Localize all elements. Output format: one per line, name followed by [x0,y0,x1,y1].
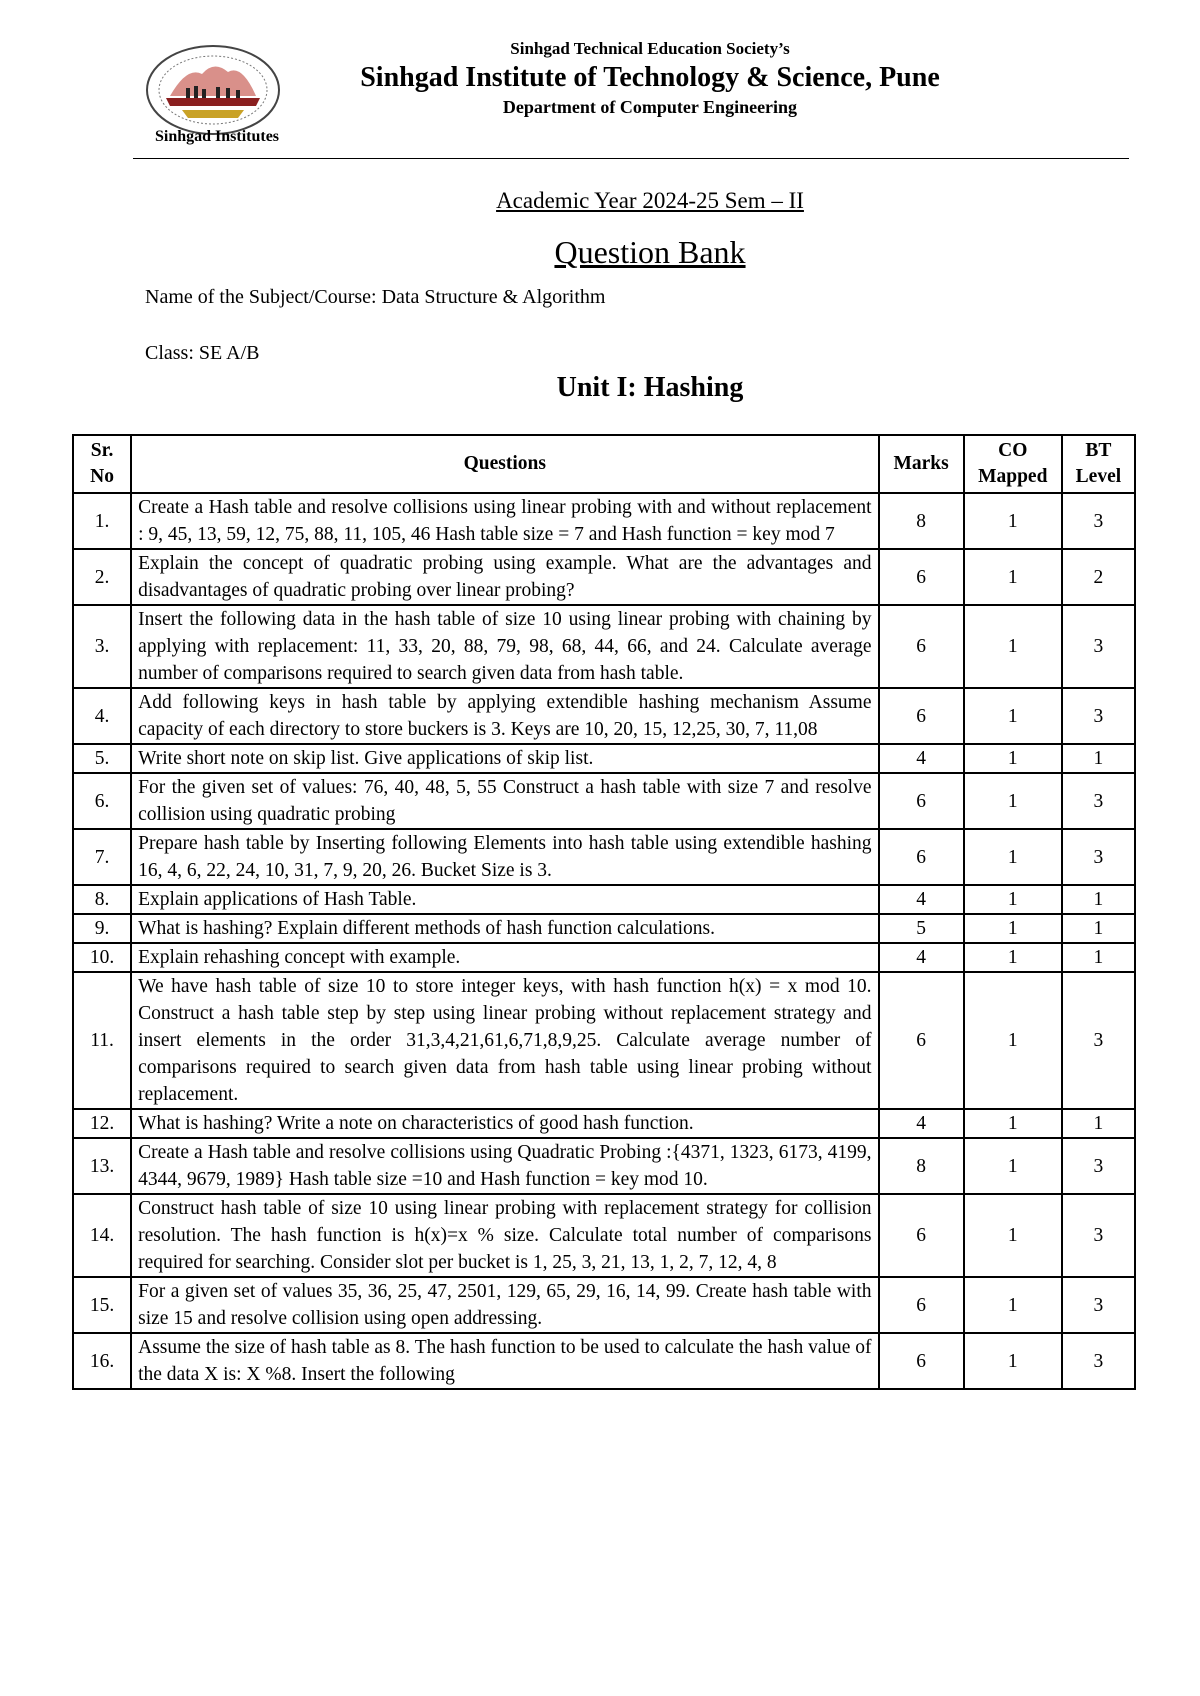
table-row [73,1109,1135,1138]
question-text: What is hashing? Explain different methods of hash function calculations. [131,914,878,943]
question-number: 12. [73,1109,131,1138]
bt-level-cell: 3 [1062,829,1135,885]
co-mapped-cell: 1 [964,885,1062,914]
marks-cell: 4 [879,943,964,972]
marks-cell: 8 [879,1138,964,1194]
co-mapped-cell: 1 [964,1194,1062,1277]
question-text: Explain applications of Hash Table. [131,885,878,914]
table-row [73,773,1135,829]
question-table [72,434,1136,1390]
bt-level-cell: 3 [1062,1333,1135,1389]
bt-level-cell: 3 [1062,493,1135,549]
question-text: Assume the size of hash table as 8. The hash function to be used to calculate the hash value of the data X is: X %8. Insert the following [131,1333,878,1389]
question-text: Explain the concept of quadratic probing using example. What are the advantages and disadvantages of quadratic probing over linear probing? [131,549,878,605]
question-number: 3. [73,605,131,688]
question-number: 16. [73,1333,131,1389]
bt-level-cell: 3 [1062,1277,1135,1333]
table-row [73,493,1135,549]
question-text: What is hashing? Write a note on characteristics of good hash function. [131,1109,878,1138]
bt-level-cell: 1 [1062,1109,1135,1138]
bt-level-cell: 1 [1062,943,1135,972]
table-row [73,914,1135,943]
academic-year: Academic Year 2024-25 Sem – II [496,188,804,213]
question-text: Create a Hash table and resolve collisions using Quadratic Probing :{4371, 1323, 6173, 4199, 4344, 9679, 1989} Hash table size =10 and Hash function = key mod 10. [131,1138,878,1194]
co-mapped-cell: 1 [964,688,1062,744]
society-name: Sinhgad Technical Education Society’s [510,39,790,58]
table-row [73,605,1135,688]
table-row [73,1277,1135,1333]
table-row [73,549,1135,605]
question-number: 14. [73,1194,131,1277]
marks-cell: 5 [879,914,964,943]
header-questions: Questions [131,435,878,493]
table-row [73,943,1135,972]
table-row [73,744,1135,773]
marks-cell: 4 [879,744,964,773]
question-number: 2. [73,549,131,605]
question-number: 8. [73,885,131,914]
marks-cell: 6 [879,1194,964,1277]
question-text: Add following keys in hash table by applying extendible hashing mechanism Assume capacity of each directory to store buckers is 3. Keys are 10, 20, 15, 12,25, 30, 7, 11,08 [131,688,878,744]
marks-cell: 6 [879,549,964,605]
bt-level-cell: 3 [1062,1194,1135,1277]
department-name: Department of Computer Engineering [502,97,798,117]
co-mapped-cell: 1 [964,914,1062,943]
question-text: Explain rehashing concept with example. [131,943,878,972]
table-row [73,688,1135,744]
question-text: Prepare hash table by Inserting following Elements into hash table using extendible hashing 16, 4, 6, 22, 24, 10, 31, 7, 9, 20, 26. Bucket Size is 3. [131,829,878,885]
question-number: 13. [73,1138,131,1194]
co-mapped-cell: 1 [964,744,1062,773]
bt-level-cell: 3 [1062,773,1135,829]
marks-cell: 4 [879,1109,964,1138]
logo-label: Sinhgad Institutes [154,128,280,145]
marks-cell: 6 [879,605,964,688]
question-number: 7. [73,829,131,885]
co-mapped-cell: 1 [964,943,1062,972]
bt-level-cell: 1 [1062,744,1135,773]
co-mapped-cell: 1 [964,549,1062,605]
table-row [73,885,1135,914]
question-text: Construct hash table of size 10 using linear probing with replacement strategy for collision resolution. The hash function is h(x)=x % size. Calculate total number of comparisons required for searching. Consider slot per bucket is 1, 25, 3, 21, 13, 1, 2, 7, 12, 4, 8 [131,1194,878,1277]
marks-cell: 6 [879,829,964,885]
marks-cell: 6 [879,688,964,744]
document-title: Question Bank [554,234,746,270]
table-row [73,972,1135,1109]
question-number: 5. [73,744,131,773]
question-number: 6. [73,773,131,829]
header-co-mapped: CO Mapped [964,435,1062,493]
header-divider [133,158,1129,159]
co-mapped-cell: 1 [964,1333,1062,1389]
header-bt-level: BT Level [1062,435,1135,493]
co-mapped-cell: 1 [964,493,1062,549]
co-mapped-cell: 1 [964,1138,1062,1194]
bt-level-cell: 3 [1062,605,1135,688]
bt-level-cell: 1 [1062,914,1135,943]
table-row [73,829,1135,885]
table-header-row [73,435,1135,493]
marks-cell: 6 [879,1333,964,1389]
table-row [73,1138,1135,1194]
co-mapped-cell: 1 [964,1109,1062,1138]
question-number: 4. [73,688,131,744]
co-mapped-cell: 1 [964,972,1062,1109]
table-row [73,1333,1135,1389]
marks-cell: 6 [879,1277,964,1333]
unit-title: Unit I: Hashing [556,372,744,403]
marks-cell: 6 [879,773,964,829]
bt-level-cell: 1 [1062,885,1135,914]
letterhead [300,38,1000,118]
question-text: Insert the following data in the hash table of size 10 using linear probing with chaining by applying with replacement: 11, 33, 20, 88, 79, 98, 68, 44, 66, and 24. Calculate average number of comparisons required to search given data from hash table. [131,605,878,688]
question-number: 10. [73,943,131,972]
co-mapped-cell: 1 [964,605,1062,688]
question-text: For a given set of values 35, 36, 25, 47, 2501, 129, 65, 29, 16, 14, 99. Create hash table with size 15 and resolve collision using open addressing. [131,1277,878,1333]
header-marks: Marks [879,435,964,493]
co-mapped-cell: 1 [964,829,1062,885]
subject-line: Name of the Subject/Course: Data Structure & Algorithm [145,286,606,308]
co-mapped-cell: 1 [964,773,1062,829]
question-text: For the given set of values: 76, 40, 48, 5, 55 Construct a hash table with size 7 and resolve collision using quadratic probing [131,773,878,829]
question-text: Create a Hash table and resolve collisions using linear probing with and without replacement : 9, 45, 13, 59, 12, 75, 88, 11, 105, 46 Hash table size = 7 and Hash function = key mod 7 [131,493,878,549]
co-mapped-cell: 1 [964,1277,1062,1333]
class-line: Class: SE A/B [145,342,260,364]
question-number: 1. [73,493,131,549]
question-text: Write short note on skip list. Give applications of skip list. [131,744,878,773]
question-number: 9. [73,914,131,943]
header-sr-no: Sr. No [73,435,131,493]
question-number: 15. [73,1277,131,1333]
marks-cell: 8 [879,493,964,549]
bt-level-cell: 2 [1062,549,1135,605]
question-number: 11. [73,972,131,1109]
question-text: We have hash table of size 10 to store integer keys, with hash function h(x) = x mod 10. Construct a hash table step by step using linear probing without replacement strategy and insert elements in the order 31,3,4,21,61,6,71,8,9,25. Calculate average number of comparisons required to search given data from hash table using linear probing without replacement. [131,972,878,1109]
bt-level-cell: 3 [1062,972,1135,1109]
institute-name: Sinhgad Institute of Technology & Science, Pune [360,62,940,93]
marks-cell: 6 [879,972,964,1109]
bt-level-cell: 3 [1062,1138,1135,1194]
bt-level-cell: 3 [1062,688,1135,744]
table-row [73,1194,1135,1277]
marks-cell: 4 [879,885,964,914]
